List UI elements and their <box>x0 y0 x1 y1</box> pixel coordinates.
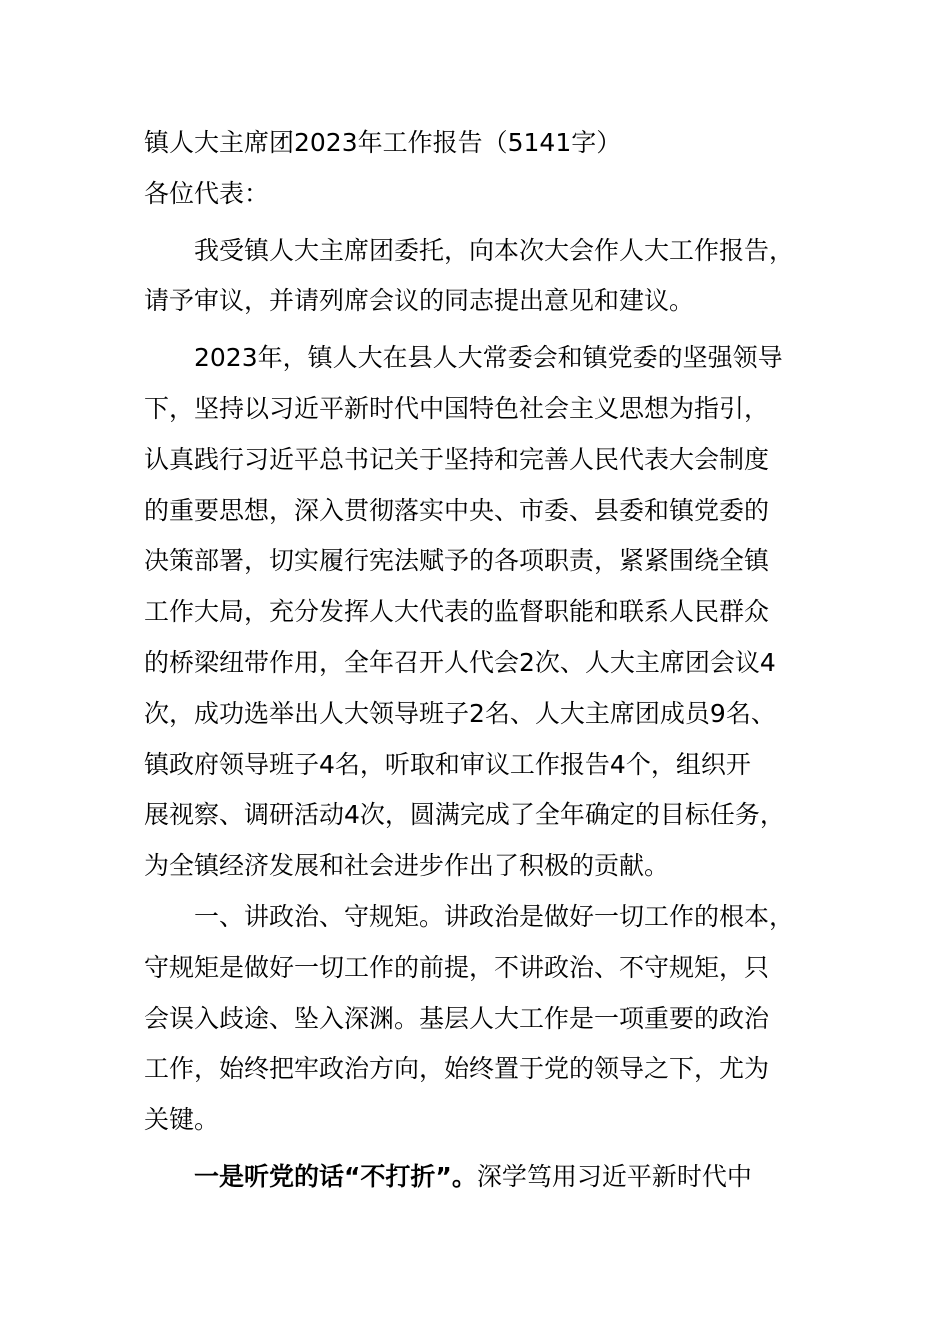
paragraph-line: 决策部署，切实履行宪法赋予的各项职责，紧紧围绕全镇 <box>144 546 770 576</box>
paragraph-line: 认真践行习近平总书记关于坚持和完善人民代表大会制度 <box>144 444 770 474</box>
paragraph-3 <box>144 892 834 1146</box>
paragraph-line: 一、讲政治、守规矩。讲政治是做好一切工作的根本， <box>194 901 795 931</box>
paragraph-1 <box>144 226 834 328</box>
paragraph-2 <box>144 333 834 892</box>
document-title: 镇人大主席团2023年工作报告（5141字） <box>144 128 622 157</box>
paragraph-line: 次，成功选举出人大领导班子2名、人大主席团成员9名、 <box>144 698 776 728</box>
paragraph-line: 工作，始终把牢政治方向，始终置于党的领导之下，尤为 <box>144 1054 770 1084</box>
paragraph-line: 的桥梁纽带作用，全年召开人代会2次、人大主席团会议4 <box>144 647 776 677</box>
document-body <box>144 118 834 1203</box>
bold-heading: 一是听党的话“不打折”。 <box>194 1161 477 1191</box>
paragraph-4 <box>144 1152 834 1203</box>
paragraph-line: 会误入歧途、坠入深渊。基层人大工作是一项重要的政治 <box>144 1003 770 1033</box>
paragraph-line: 2023年，镇人大在县人大常委会和镇党委的坚强领导 <box>194 343 783 373</box>
paragraph-line: 镇政府领导班子4名，听取和审议工作报告4个，组织开 <box>144 749 751 779</box>
paragraph-line: 请予审议，并请列席会议的同志提出意见和建议。 <box>144 286 695 316</box>
paragraph-line: 展视察、调研活动4次，圆满完成了全年确定的目标任务， <box>144 800 785 830</box>
paragraph-line: 关键。 <box>144 1105 220 1135</box>
paragraph-line: 的重要思想，深入贯彻落实中央、市委、县委和镇党委的 <box>144 495 770 525</box>
paragraph-line: 为全镇经济发展和社会进步作出了积极的贡献。 <box>144 851 670 881</box>
salutation: 各位代表： <box>144 178 270 208</box>
paragraph-line: 工作大局，充分发挥人大代表的监督职能和联系人民群众 <box>144 597 770 627</box>
paragraph-line: 下，坚持以习近平新时代中国特色社会主义思想为指引， <box>144 393 770 423</box>
paragraph-line: 守规矩是做好一切工作的前提，不讲政治、不守规矩，只 <box>144 952 770 982</box>
paragraph-text: 深学笃用习近平新时代中 <box>476 1161 752 1191</box>
paragraph-line: 我受镇人大主席团委托，向本次大会作人大工作报告， <box>194 235 795 265</box>
